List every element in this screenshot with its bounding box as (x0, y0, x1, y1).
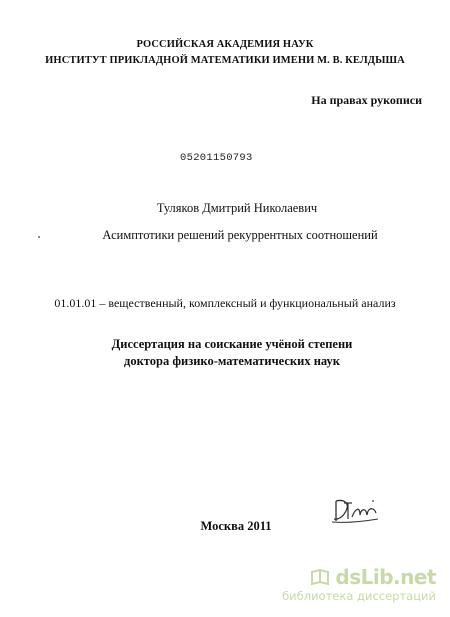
city-year: Москва 2011 (200, 519, 272, 533)
scan-speck (372, 500, 374, 502)
watermark-subtitle: библиотека диссертаций (282, 589, 436, 603)
academy-name: РОССИЙСКАЯ АКАДЕМИЯ НАУК (136, 39, 314, 50)
degree-line-2: доктора физико-математических наук (124, 354, 340, 368)
speciality-code: 01.01.01 – вещественный, комплексный и функциональный анализ (54, 296, 396, 310)
book-logo-icon (309, 566, 331, 588)
watermark (244, 565, 444, 609)
dissertation-title: Асимптотики решений рекуррентных соотношений (102, 228, 378, 242)
degree-line-1: Диссертация на соискание учёной степени (111, 337, 353, 351)
document-code: 05201150793 (180, 152, 253, 164)
author-name: Туляков Дмитрий Николаевич (156, 201, 318, 215)
institute-name: ИНСТИТУТ ПРИКЛАДНОЙ МАТЕМАТИКИ ИМЕНИ М. В. КЕЛДЫША (45, 55, 405, 66)
manuscript-note: На правах рукописи (311, 93, 422, 107)
watermark-brand: dsLib.net (335, 565, 436, 589)
